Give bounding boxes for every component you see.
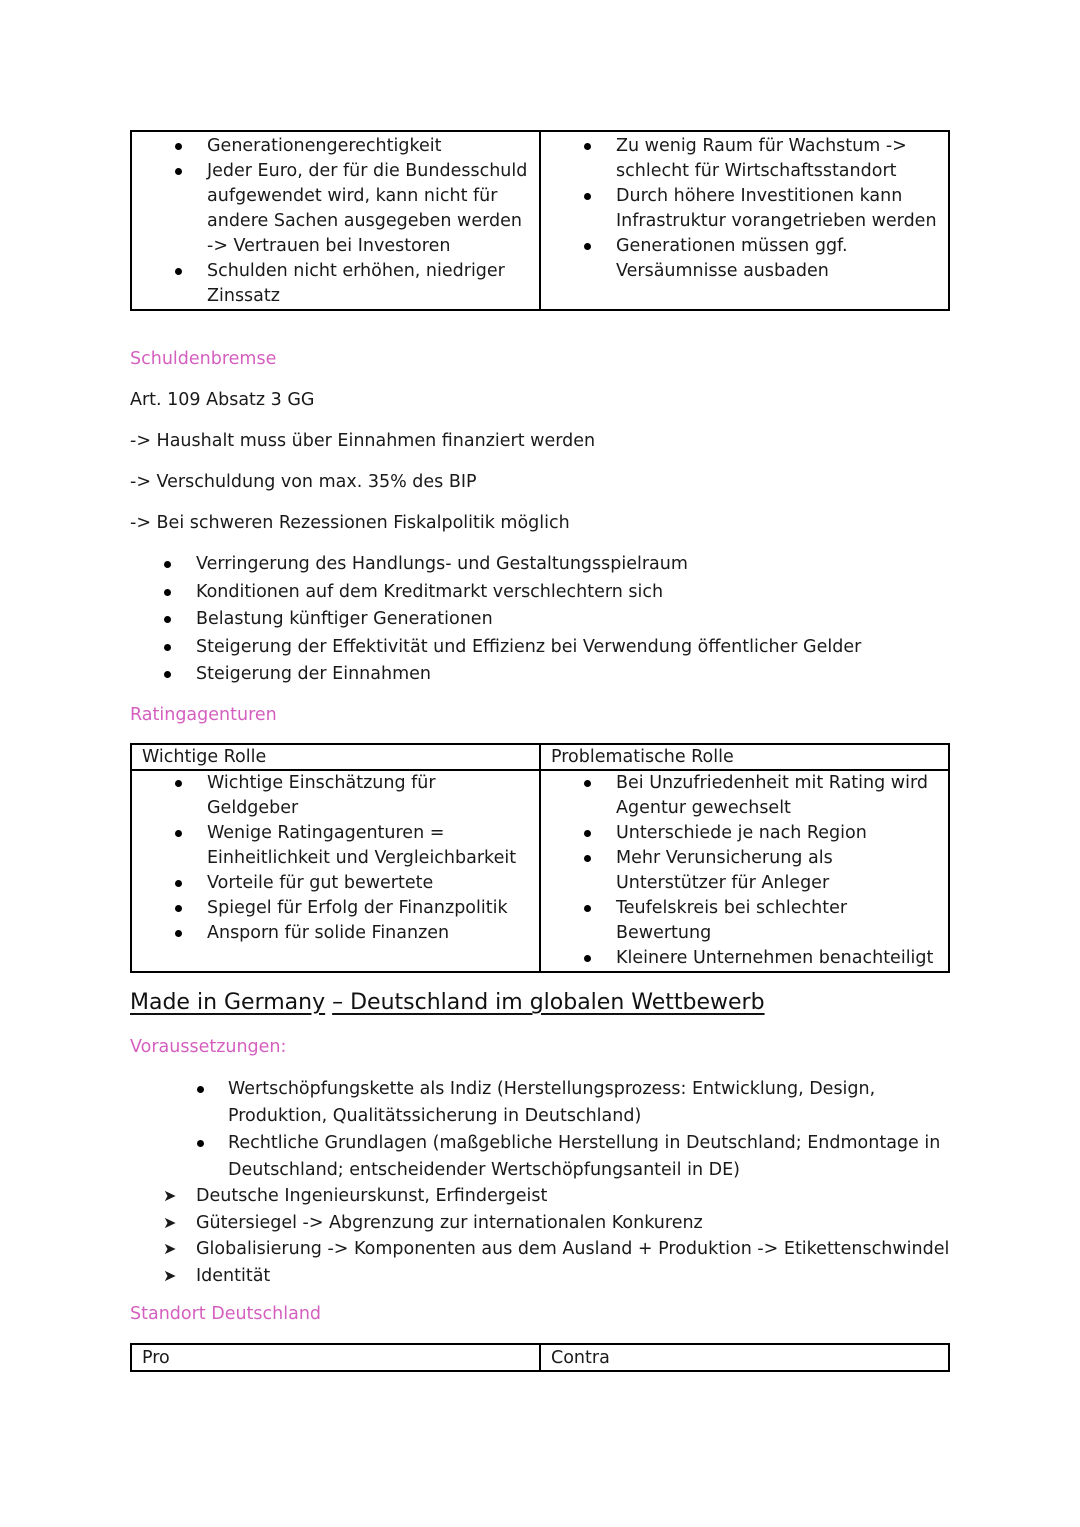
list-item: Teufelskreis bei schlechter Bewertung — [541, 896, 948, 946]
list-item: Jeder Euro, der für die Bundesschuld aufgewendet wird, kann nicht für andere Sachen ausgegeben werden -> Vertrauen bei Investoren — [132, 159, 539, 259]
list-item: Spiegel für Erfolg der Finanzpolitik — [132, 896, 539, 921]
list-item: Kleinere Unternehmen benachteiligt — [541, 946, 948, 971]
list-item: Mehr Verunsicherung als Unterstützer für Anleger — [541, 846, 948, 896]
standort-table — [130, 1343, 950, 1372]
table-cell-right — [540, 131, 949, 310]
list-item: Generationen müssen ggf. Versäumnisse ausbaden — [541, 234, 948, 284]
list-item-text: Gütersiegel -> Abgrenzung zur internationalen Konkurenz — [196, 1212, 703, 1233]
text-line: -> Bei schweren Rezessionen Fiskalpolitik möglich — [130, 513, 570, 533]
arrow-bullet-icon: ➤ — [163, 1212, 177, 1232]
list-item-text: Identität — [196, 1265, 271, 1286]
text-line: -> Verschuldung von max. 35% des BIP — [130, 472, 477, 492]
list-item: Belastung künftiger Generationen — [130, 606, 950, 634]
list-item: Durch höhere Investitionen kann Infrastruktur vorangetrieben werden — [541, 184, 948, 234]
title-part-2: – Deutschland im globalen Wettbewerb — [332, 990, 765, 1015]
list-item: Zu wenig Raum für Wachstum -> schlecht für Wirtschaftsstandort — [541, 134, 948, 184]
left-bullet-list — [132, 134, 539, 309]
pro-contra-table-debt — [130, 130, 950, 311]
page-title — [130, 988, 765, 1018]
rating-table — [130, 743, 950, 973]
section-heading-schuldenbremse: Schuldenbremse — [130, 349, 277, 369]
list-item: Bei Unzufriedenheit mit Rating wird Agentur gewechselt — [541, 771, 948, 821]
list-item: Verringerung des Handlungs- und Gestaltungsspielraum — [130, 551, 950, 579]
article-reference: Art. 109 Absatz 3 GG — [130, 390, 315, 410]
list-item: Generationengerechtigkeit — [132, 134, 539, 159]
column-header-pro: Pro — [131, 1344, 540, 1371]
list-item: Rechtliche Grundlagen (maßgebliche Herstellung in Deutschland; Endmontage in Deutschland; entscheidender Wertschöpfungsanteil in DE) — [130, 1130, 950, 1184]
list-item — [130, 1210, 950, 1237]
title-part-1: Made in Germany — [130, 990, 326, 1015]
list-item-text: Deutsche Ingenieurskunst, Erfindergeist — [196, 1186, 548, 1206]
table-cell-left — [131, 770, 540, 972]
list-item: Schulden nicht erhöhen, niedriger Zinssatz — [132, 259, 539, 309]
arrow-bullet-icon: ➤ — [163, 1265, 177, 1285]
list-item: Ansporn für solide Finanzen — [132, 921, 539, 946]
schuldenbremse-bullet-list — [130, 551, 950, 689]
list-item: Steigerung der Effektivität und Effizienz bei Verwendung öffentlicher Gelder — [130, 634, 950, 662]
list-item: Wertschöpfungskette als Indiz (Herstellungsprozess: Entwicklung, Design, Produktion, Qualitätssicherung in Deutschland) — [130, 1076, 950, 1130]
list-item — [130, 1263, 950, 1290]
left-bullet-list — [132, 771, 539, 946]
list-item: Konditionen auf dem Kreditmarkt verschlechtern sich — [130, 579, 950, 607]
arrow-bullet-icon: ➤ — [163, 1239, 177, 1258]
list-item: Unterschiede je nach Region — [541, 821, 948, 846]
arrow-list — [130, 1183, 950, 1289]
right-bullet-list — [541, 771, 948, 971]
section-heading-standort: Standort Deutschland — [130, 1304, 322, 1324]
section-heading-voraussetzungen: Voraussetzungen: — [130, 1037, 287, 1057]
arrow-bullet-icon: ➤ — [163, 1186, 177, 1205]
text-line: -> Haushalt muss über Einnahmen finanziert werden — [130, 431, 596, 451]
voraussetzungen-bullet-list — [130, 1076, 950, 1184]
list-item: Steigerung der Einnahmen — [130, 661, 950, 689]
list-item — [130, 1183, 950, 1210]
list-item: Vorteile für gut bewertete — [132, 871, 539, 896]
list-item: Wenige Ratingagenturen = Einheitlichkeit und Vergleichbarkeit — [132, 821, 539, 871]
table-cell-right — [540, 770, 949, 972]
column-header-contra: Contra — [540, 1344, 949, 1371]
list-item — [130, 1236, 950, 1263]
right-bullet-list — [541, 134, 948, 284]
column-header-left: Wichtige Rolle — [131, 744, 540, 770]
table-cell-left — [131, 131, 540, 310]
column-header-right: Problematische Rolle — [540, 744, 949, 770]
list-item-text: Globalisierung -> Komponenten aus dem Ausland + Produktion -> Etikettenschwindel — [196, 1239, 950, 1259]
list-item: Wichtige Einschätzung für Geldgeber — [132, 771, 539, 821]
section-heading-ratingagenturen: Ratingagenturen — [130, 705, 277, 725]
